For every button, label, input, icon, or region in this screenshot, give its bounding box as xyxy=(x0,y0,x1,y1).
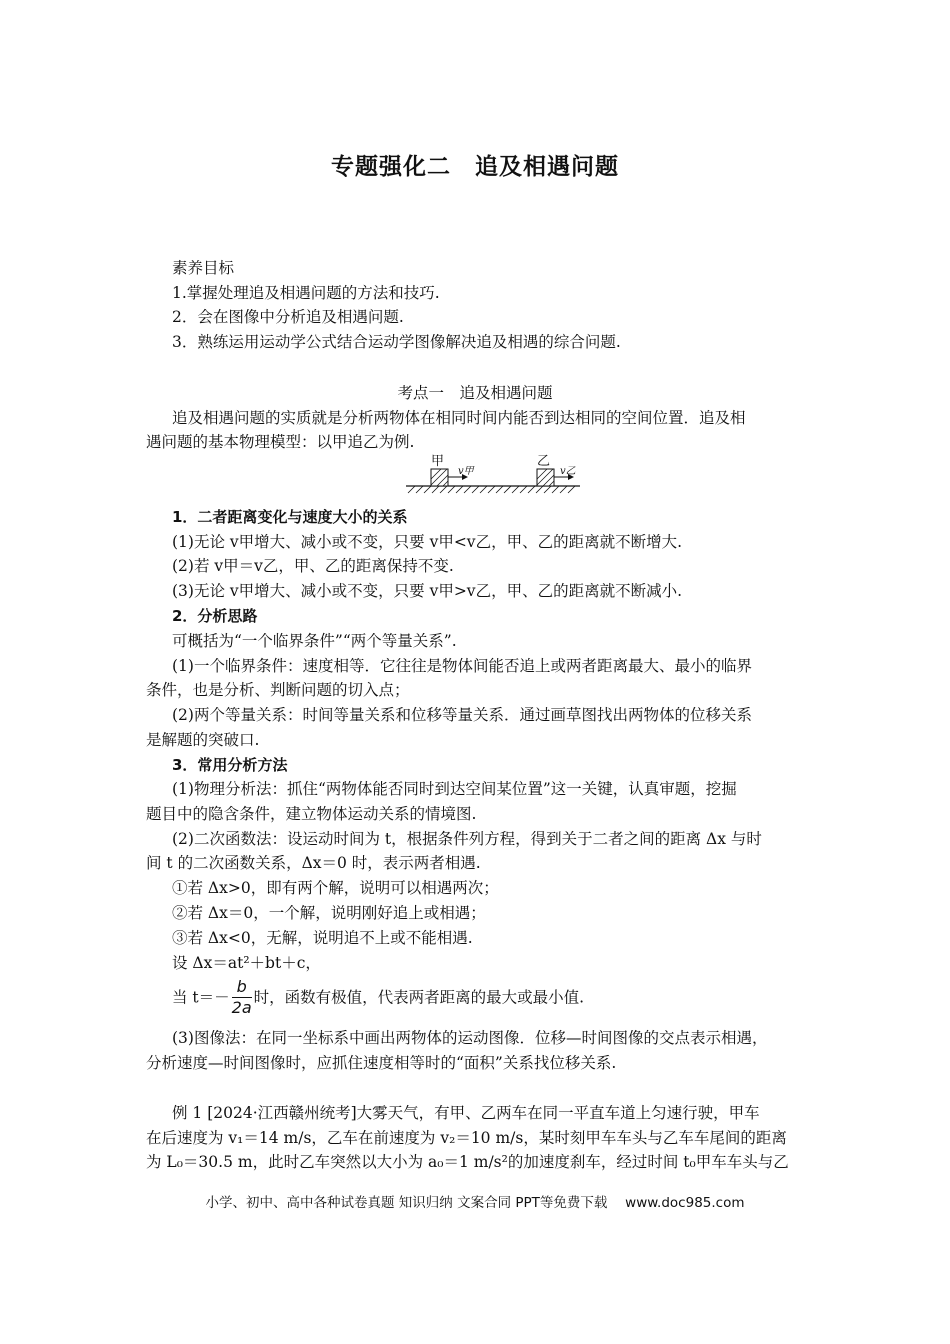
part1-item-1: (1)无论 v甲增大、减小或不变，只要 v甲<v乙，甲、乙的距离就不断增大. xyxy=(172,533,682,551)
page-footer: 小学、初中、高中各种试卷真题 知识归纳 文案合同 PPT等免费下载 www.doc985.com xyxy=(205,1195,745,1211)
example-line-3: 为 L₀＝30.5 m，此时乙车突然以大小为 a₀＝1 m/s²的加速度刹车，经过时间 t₀甲车车头与乙 xyxy=(146,1153,789,1171)
block-b xyxy=(537,469,554,486)
label-a: 甲 xyxy=(431,454,445,469)
part2-heading: 2．分析思路 xyxy=(172,607,258,625)
section-intro-2: 遇问题的基本物理模型：以甲追乙为例. xyxy=(146,433,415,451)
quadratic-setup: 设 Δx＝at²＋bt＋c， xyxy=(172,954,321,972)
extreme-prefix: 当 t＝－ xyxy=(172,988,230,1007)
label-v-a: v甲 xyxy=(458,466,474,477)
label-b: 乙 xyxy=(537,454,551,469)
extreme-suffix: 时，函数有极值，代表两者距离的最大或最小值. xyxy=(253,988,585,1007)
goal-item-1: 1.掌握处理追及相遇问题的方法和技巧. xyxy=(172,284,440,302)
part1-item-3: (3)无论 v甲增大、减小或不变，只要 v甲>v乙，甲、乙的距离就不断减小. xyxy=(172,582,682,600)
extreme-value-line xyxy=(172,977,584,1018)
case-2: ②若 Δx＝0，一个解，说明刚好追上或相遇； xyxy=(172,904,486,922)
part1-heading: 1．二者距离变化与速度大小的关系 xyxy=(172,508,408,526)
method3-line-a: (3)图像法：在同一坐标系中画出两物体的运动图像．位移—时间图像的交点表示相遇， xyxy=(172,1029,768,1047)
page-title: 专题强化二 追及相遇问题 xyxy=(331,154,619,180)
example-line-1: 例 1 [2024·江西赣州统考]大雾天气，有甲、乙两车在同一平直车道上匀速行驶，甲车 xyxy=(172,1104,760,1122)
case-1: ①若 Δx>0，即有两个解，说明可以相遇两次； xyxy=(172,879,499,897)
part2-line-1: 可概括为“一个临界条件”“两个等量关系”. xyxy=(172,632,457,650)
goal-item-3: 3．熟练运用运动学公式结合运动学图像解决追及相遇的综合问题. xyxy=(172,333,621,351)
part2-line-3a: (2)两个等量关系：时间等量关系和位移等量关系．通过画草图找出两物体的位移关系 xyxy=(172,706,752,724)
goals-heading: 素养目标 xyxy=(172,259,235,277)
part2-line-3b: 是解题的突破口. xyxy=(146,731,260,749)
goal-item-2: 2．会在图像中分析追及相遇问题. xyxy=(172,308,404,326)
case-3: ③若 Δx<0，无解，说明追不上或不能相遇. xyxy=(172,929,473,947)
ground-hatching xyxy=(408,486,575,493)
part1-item-2: (2)若 v甲＝v乙，甲、乙的距离保持不变. xyxy=(172,557,454,575)
method1-line-b: 题目中的隐含条件，建立物体运动关系的情境图. xyxy=(146,805,477,823)
section-intro-1: 追及相遇问题的实质就是分析两物体在相同时间内能否到达相同的空间位置．追及相 xyxy=(172,409,746,427)
part2-line-2a: (1)一个临界条件：速度相等．它往往是物体间能否追上或两者距离最大、最小的临界 xyxy=(172,657,752,675)
fraction-b-over-2a xyxy=(232,977,252,1018)
chase-model-diagram xyxy=(400,452,590,496)
section-heading: 考点一 追及相遇问题 xyxy=(397,384,553,402)
block-a xyxy=(431,469,448,486)
fraction-numerator: b xyxy=(232,977,252,998)
method2-line-a: (2)二次函数法：设运动时间为 t，根据条件列方程，得到关于二者之间的距离 Δx 与时 xyxy=(172,830,762,848)
fraction-denominator: 2a xyxy=(231,998,252,1017)
part2-line-2b: 条件，也是分析、判断问题的切入点； xyxy=(146,681,410,699)
method1-line-a: (1)物理分析法：抓住“两物体能否同时到达空间某位置”这一关键，认真审题，挖掘 xyxy=(172,780,737,798)
example-line-2: 在后速度为 v₁＝14 m/s，乙车在前速度为 v₂＝10 m/s，某时刻甲车车头与乙车车尾间的距离 xyxy=(146,1129,787,1147)
label-v-b: v乙 xyxy=(560,466,576,477)
part3-heading: 3．常用分析方法 xyxy=(172,756,288,774)
method3-line-b: 分析速度—时间图像时，应抓住速度相等时的“面积”关系找位移关系. xyxy=(146,1054,617,1072)
method2-line-b: 间 t 的二次函数关系，Δx＝0 时，表示两者相遇. xyxy=(146,854,481,872)
